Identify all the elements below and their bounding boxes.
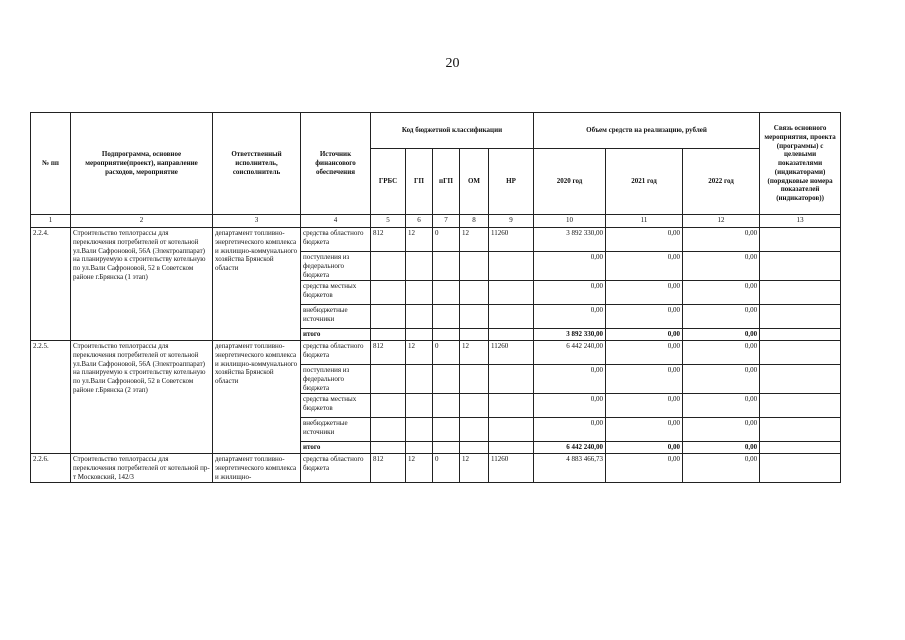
table-row bbox=[31, 341, 841, 365]
budget-table bbox=[30, 112, 841, 483]
column-number: 6 bbox=[406, 215, 433, 228]
responsible-executor: департамент топливно-энергетического комплекса и жилищно-коммунального хозяйства Брянской области bbox=[213, 341, 301, 454]
funding-source: средства областного бюджета bbox=[301, 341, 371, 365]
code-np bbox=[489, 252, 534, 281]
amount-2021: 0,00 bbox=[606, 454, 683, 483]
column-number: 8 bbox=[460, 215, 489, 228]
header-om: ОМ bbox=[460, 149, 489, 215]
amount-2020: 3 892 330,00 bbox=[534, 329, 606, 341]
amount-2020: 4 883 466,73 bbox=[534, 454, 606, 483]
code-pgp bbox=[433, 305, 460, 329]
table-row bbox=[31, 454, 841, 483]
header-link: Связь основного мероприятия, проекта (программы) с целевыми показателями (индикаторами) (порядковые номера показателей (индикаторов)) bbox=[760, 113, 841, 215]
amount-2020: 0,00 bbox=[534, 365, 606, 394]
amount-2021: 0,00 bbox=[606, 305, 683, 329]
column-number: 5 bbox=[371, 215, 406, 228]
amount-2022: 0,00 bbox=[683, 228, 760, 252]
code-grbs bbox=[371, 365, 406, 394]
header-responsible: Ответственный исполнитель, соисполнитель bbox=[213, 113, 301, 215]
funding-source: итого bbox=[301, 329, 371, 341]
amount-2021: 0,00 bbox=[606, 252, 683, 281]
code-pgp bbox=[433, 329, 460, 341]
amount-2022: 0,00 bbox=[683, 329, 760, 341]
funding-source: внебюджетные источники bbox=[301, 305, 371, 329]
code-pgp bbox=[433, 281, 460, 305]
code-grbs bbox=[371, 329, 406, 341]
code-grbs bbox=[371, 305, 406, 329]
code-grbs: 812 bbox=[371, 341, 406, 365]
header-num: № пп bbox=[31, 113, 71, 215]
amount-2021: 0,00 bbox=[606, 329, 683, 341]
code-pgp bbox=[433, 418, 460, 442]
indicator-link bbox=[760, 394, 841, 418]
code-grbs bbox=[371, 418, 406, 442]
indicator-link bbox=[760, 454, 841, 483]
amount-2022: 0,00 bbox=[683, 418, 760, 442]
amount-2020: 0,00 bbox=[534, 281, 606, 305]
subprogram-name: Строительство теплотрассы для переключения потребителей от котельной ул.Вали Сафроновой, 56А (Электроаппарат) на планируемую к строительству котельную по ул.Вали Сафроновой, 52 в Советском районе г.Брянска (1 этап) bbox=[71, 228, 213, 341]
code-np bbox=[489, 365, 534, 394]
code-om: 12 bbox=[460, 341, 489, 365]
code-pgp: 0 bbox=[433, 341, 460, 365]
column-number: 4 bbox=[301, 215, 371, 228]
indicator-link bbox=[760, 329, 841, 341]
column-number: 13 bbox=[760, 215, 841, 228]
header-2022: 2022 год bbox=[683, 149, 760, 215]
code-grbs bbox=[371, 442, 406, 454]
amount-2020: 0,00 bbox=[534, 418, 606, 442]
code-gp: 12 bbox=[406, 228, 433, 252]
code-np bbox=[489, 394, 534, 418]
table-row bbox=[31, 228, 841, 252]
indicator-link bbox=[760, 418, 841, 442]
code-om bbox=[460, 281, 489, 305]
indicator-link bbox=[760, 365, 841, 394]
code-gp: 12 bbox=[406, 341, 433, 365]
column-number: 10 bbox=[534, 215, 606, 228]
column-number: 7 bbox=[433, 215, 460, 228]
header-volume: Объем средств на реализацию, рублей bbox=[534, 113, 760, 149]
code-pgp bbox=[433, 442, 460, 454]
column-number: 11 bbox=[606, 215, 683, 228]
amount-2020: 0,00 bbox=[534, 252, 606, 281]
row-number: 2.2.6. bbox=[31, 454, 71, 483]
row-number: 2.2.5. bbox=[31, 341, 71, 454]
code-pgp bbox=[433, 394, 460, 418]
responsible-executor: департамент топливно-энергетического комплекса и жилищно- bbox=[213, 454, 301, 483]
subprogram-name: Строительство теплотрассы для переключения потребителей от котельной ул.Вали Сафроновой, 56А (Электроаппарат) на планируемую к строительству котельную по ул.Вали Сафроновой, 52 в Советском районе г.Брянска (2 этап) bbox=[71, 341, 213, 454]
header-subprogram: Подпрограмма, основное мероприятие(проект), направление расходов, мероприятие bbox=[71, 113, 213, 215]
indicator-link bbox=[760, 442, 841, 454]
amount-2020: 3 892 330,00 bbox=[534, 228, 606, 252]
amount-2022: 0,00 bbox=[683, 454, 760, 483]
code-gp bbox=[406, 281, 433, 305]
amount-2022: 0,00 bbox=[683, 305, 760, 329]
amount-2020: 0,00 bbox=[534, 394, 606, 418]
code-grbs bbox=[371, 281, 406, 305]
code-gp bbox=[406, 394, 433, 418]
code-np: 11260 bbox=[489, 228, 534, 252]
code-grbs bbox=[371, 252, 406, 281]
code-gp bbox=[406, 418, 433, 442]
column-number: 12 bbox=[683, 215, 760, 228]
code-pgp: 0 bbox=[433, 454, 460, 483]
funding-source: средства областного бюджета bbox=[301, 228, 371, 252]
code-grbs: 812 bbox=[371, 228, 406, 252]
header-pgp: пГП bbox=[433, 149, 460, 215]
page-number: 20 bbox=[445, 56, 460, 71]
funding-source: поступления из федерального бюджета bbox=[301, 252, 371, 281]
amount-2021: 0,00 bbox=[606, 341, 683, 365]
code-gp bbox=[406, 305, 433, 329]
code-np bbox=[489, 329, 534, 341]
code-om bbox=[460, 329, 489, 341]
indicator-link bbox=[760, 252, 841, 281]
code-om bbox=[460, 305, 489, 329]
code-om bbox=[460, 442, 489, 454]
header-gp: ГП bbox=[406, 149, 433, 215]
code-np bbox=[489, 442, 534, 454]
funding-source: средства местных бюджетов bbox=[301, 394, 371, 418]
code-pgp bbox=[433, 365, 460, 394]
amount-2020: 6 442 240,00 bbox=[534, 341, 606, 365]
code-np: 11260 bbox=[489, 341, 534, 365]
code-gp bbox=[406, 329, 433, 341]
column-number: 3 bbox=[213, 215, 301, 228]
amount-2021: 0,00 bbox=[606, 442, 683, 454]
code-np: 11260 bbox=[489, 454, 534, 483]
code-gp bbox=[406, 365, 433, 394]
code-om bbox=[460, 418, 489, 442]
code-om bbox=[460, 252, 489, 281]
code-np bbox=[489, 418, 534, 442]
funding-source: итого bbox=[301, 442, 371, 454]
funding-source: средства местных бюджетов bbox=[301, 281, 371, 305]
code-gp: 12 bbox=[406, 454, 433, 483]
amount-2020: 6 442 240,00 bbox=[534, 442, 606, 454]
amount-2021: 0,00 bbox=[606, 394, 683, 418]
amount-2022: 0,00 bbox=[683, 341, 760, 365]
amount-2022: 0,00 bbox=[683, 281, 760, 305]
code-om bbox=[460, 365, 489, 394]
subprogram-name: Строительство теплотрассы для переключения потребителей от котельной пр-т Московский, 142/3 bbox=[71, 454, 213, 483]
amount-2020: 0,00 bbox=[534, 305, 606, 329]
indicator-link bbox=[760, 281, 841, 305]
amount-2021: 0,00 bbox=[606, 365, 683, 394]
indicator-link bbox=[760, 228, 841, 252]
header-grbs: ГРБС bbox=[371, 149, 406, 215]
column-number: 1 bbox=[31, 215, 71, 228]
code-np bbox=[489, 305, 534, 329]
amount-2021: 0,00 bbox=[606, 418, 683, 442]
code-grbs: 812 bbox=[371, 454, 406, 483]
amount-2022: 0,00 bbox=[683, 252, 760, 281]
funding-source: средства областного бюджета bbox=[301, 454, 371, 483]
code-gp bbox=[406, 252, 433, 281]
row-number: 2.2.4. bbox=[31, 228, 71, 341]
amount-2022: 0,00 bbox=[683, 365, 760, 394]
code-pgp: 0 bbox=[433, 228, 460, 252]
amount-2021: 0,00 bbox=[606, 228, 683, 252]
code-om bbox=[460, 394, 489, 418]
code-om: 12 bbox=[460, 228, 489, 252]
column-number: 2 bbox=[71, 215, 213, 228]
indicator-link bbox=[760, 341, 841, 365]
code-grbs bbox=[371, 394, 406, 418]
amount-2022: 0,00 bbox=[683, 394, 760, 418]
table-body bbox=[31, 228, 841, 483]
amount-2021: 0,00 bbox=[606, 281, 683, 305]
code-om: 12 bbox=[460, 454, 489, 483]
column-number-row bbox=[31, 215, 841, 228]
table-header bbox=[31, 113, 841, 228]
funding-source: поступления из федерального бюджета bbox=[301, 365, 371, 394]
code-np bbox=[489, 281, 534, 305]
header-source: Источник финансового обеспечения bbox=[301, 113, 371, 215]
code-pgp bbox=[433, 252, 460, 281]
column-number: 9 bbox=[489, 215, 534, 228]
header-budget-code: Код бюджетной классификации bbox=[371, 113, 534, 149]
indicator-link bbox=[760, 305, 841, 329]
header-np: НР bbox=[489, 149, 534, 215]
responsible-executor: департамент топливно-энергетического комплекса и жилищно-коммунального хозяйства Брянской области bbox=[213, 228, 301, 341]
header-2021: 2021 год bbox=[606, 149, 683, 215]
funding-source: внебюджетные источники bbox=[301, 418, 371, 442]
amount-2022: 0,00 bbox=[683, 442, 760, 454]
header-2020: 2020 год bbox=[534, 149, 606, 215]
code-gp bbox=[406, 442, 433, 454]
